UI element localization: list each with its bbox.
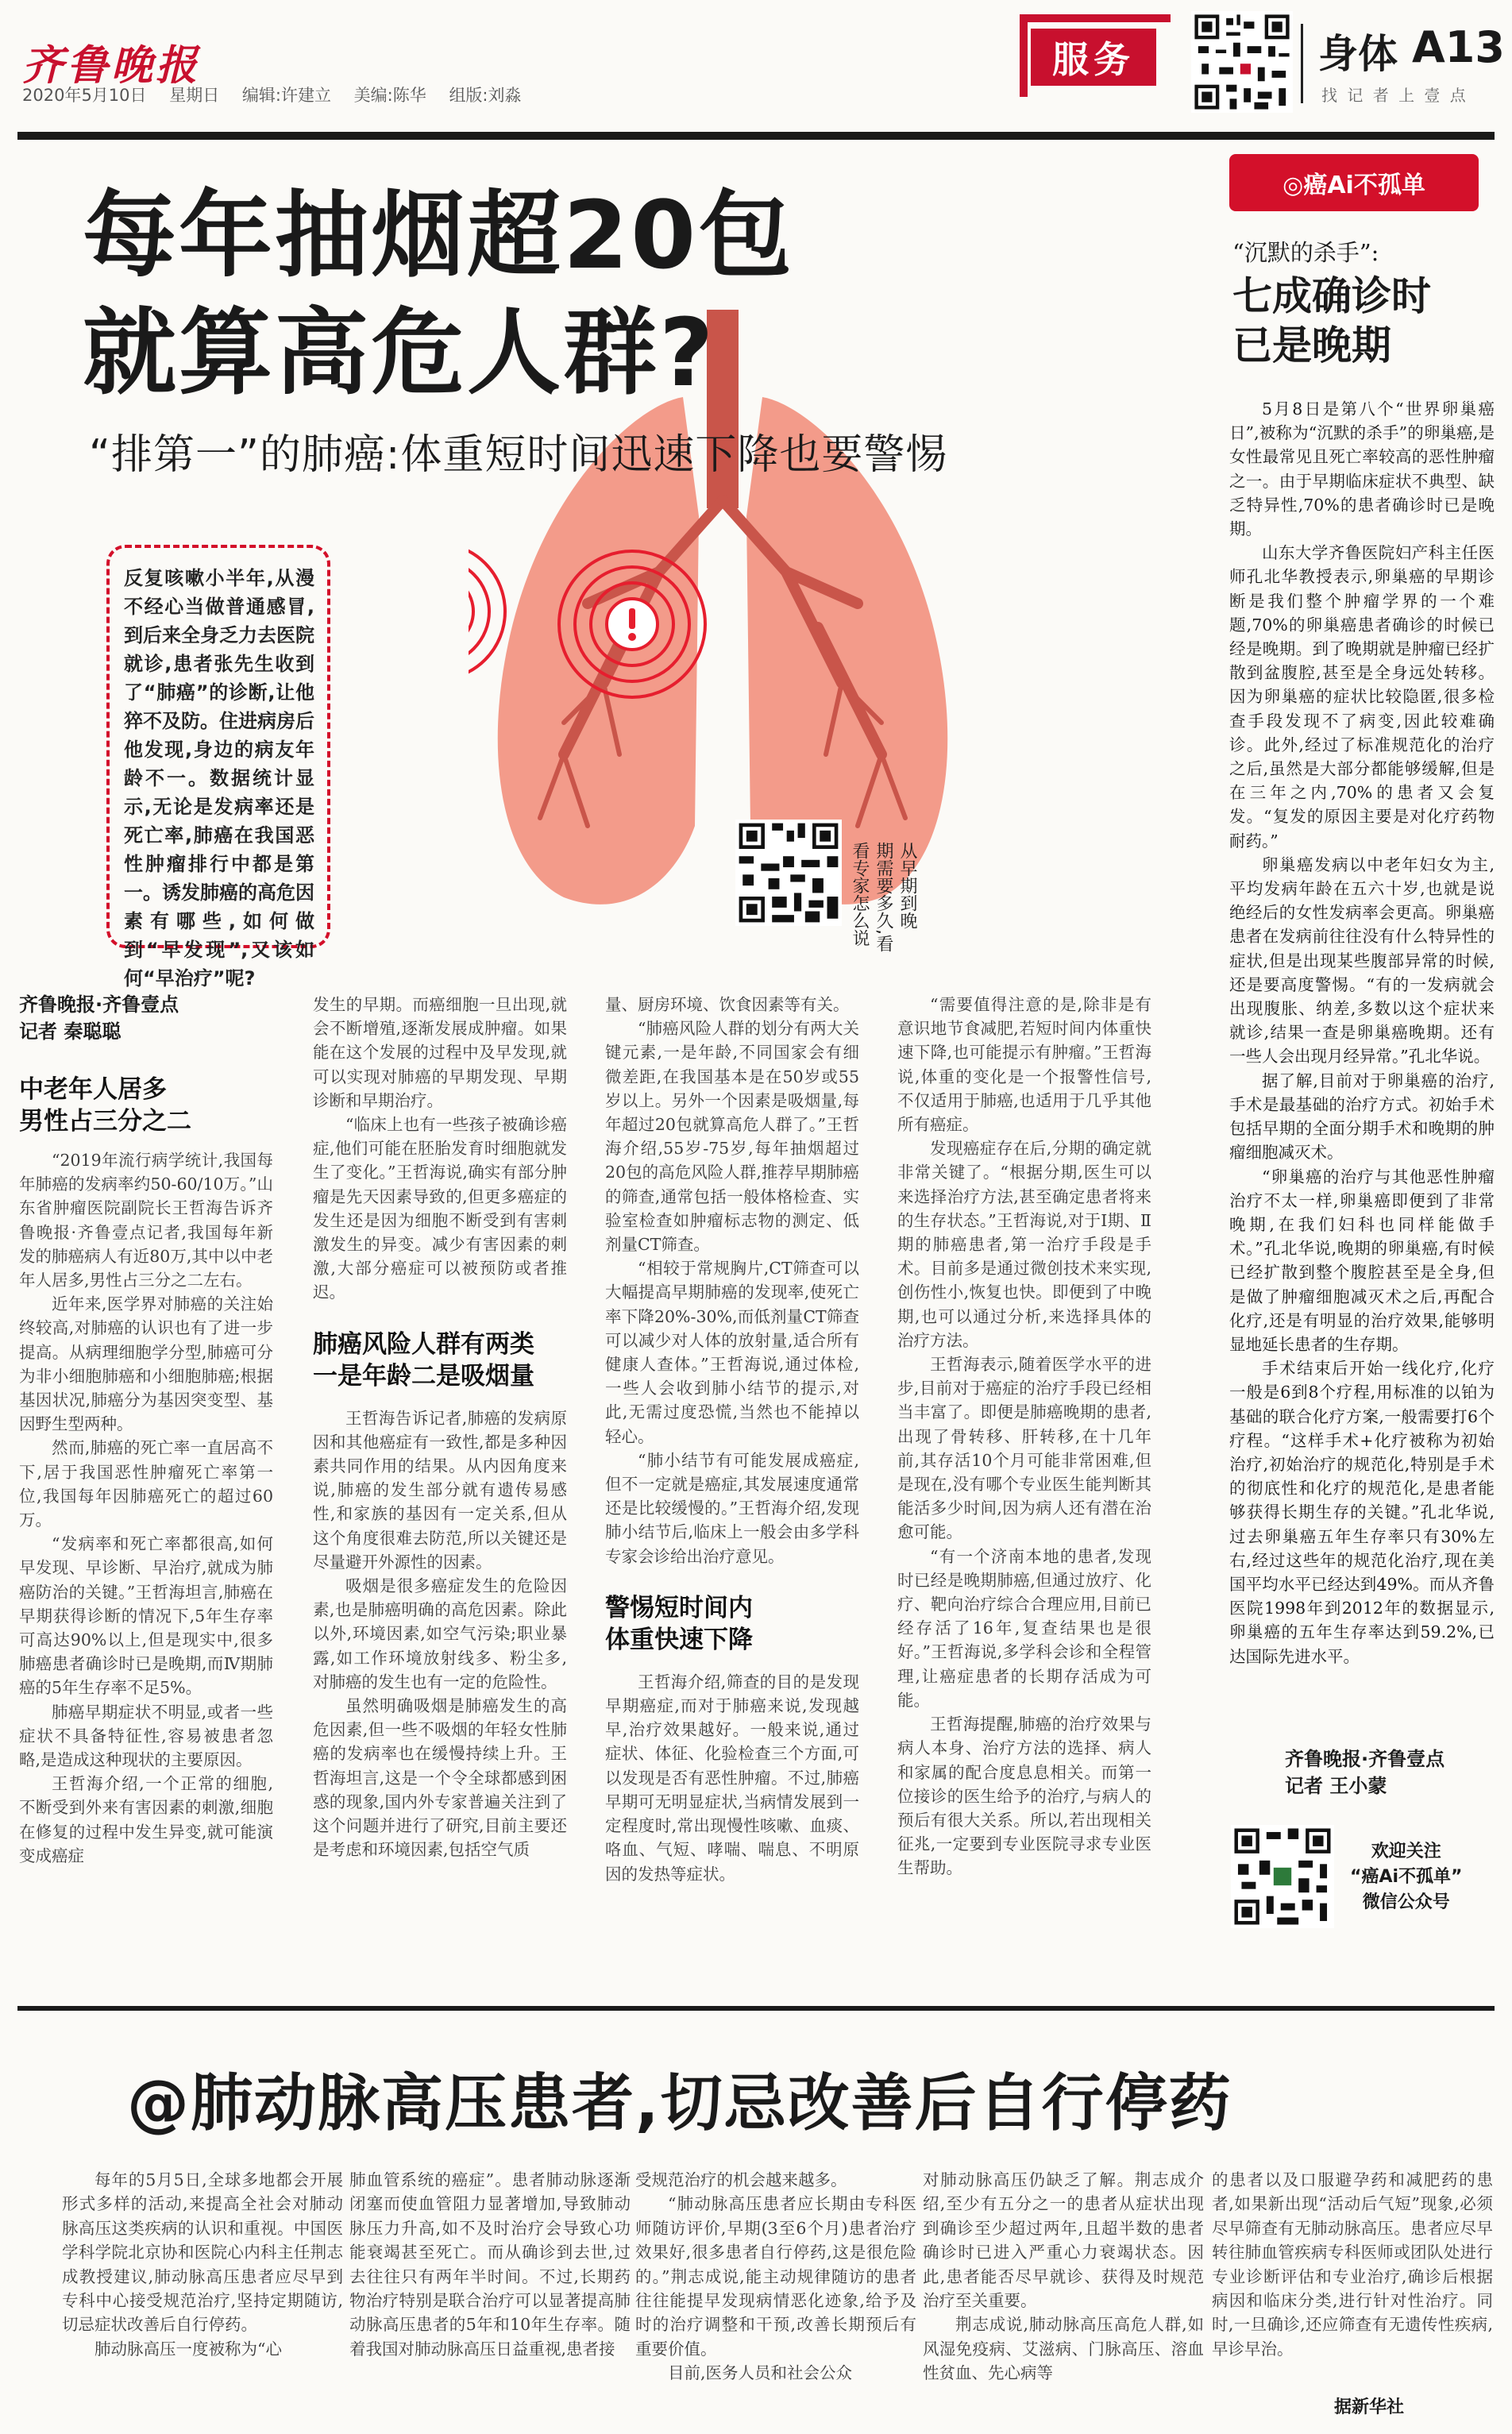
video-caption-line: 从早期到晚 xyxy=(897,842,917,929)
article-column-1 xyxy=(19,1148,273,1868)
second-column-2 xyxy=(349,2168,631,2361)
paragraph: 手术结束后开始一线化疗,化疗一般是6到8个疗程,用标准的以铂为基础的联合化疗方案,一般需要打6个疗程。“这样手术+化疗被称为初始治疗,初始治疗的规范化,特别是手术的彻底性和化疗的规范化,是患者能够获得长期生存的关键。”孔北华说,过去卵巢癌五年生存率只有30%左右,经过这些年的规范化治疗,现在美国平均水平已经达到49%。而从齐鲁医院1998年到2012年的数据显示,卵巢癌的五年生存率达到59.2%,已达国际先进水平。 xyxy=(1229,1359,1495,1666)
article-column-2 xyxy=(313,993,567,1862)
second-headline: @肺动脉高压患者,切忌改善后自行停药 xyxy=(127,2068,1232,2139)
paragraph: “肺小结节有可能发展成癌症,但不一定就是癌症,其发展速度通常还是比较缓慢的。”王哲海介绍,发现肺小结节后,临床上一般会由多学科专家会诊给出治疗意见。 xyxy=(605,1450,859,1566)
headline-line-2: 就算高危人群? xyxy=(83,298,716,407)
editor-credit: 编辑:许建立 xyxy=(241,86,331,105)
paragraph: 肺癌早期症状不明显,或者一些症状不具备特征性,容易被患者忽略,是造成这种现状的主要原因。 xyxy=(19,1702,273,1770)
headline xyxy=(83,176,794,411)
second-column-4 xyxy=(923,2168,1204,2386)
paragraph: 发生的早期。而癌细胞一旦出现,就会不断增殖,逐渐发展成肿瘤。如果能在这个发展的过程中及早发现,就可以实现对肺癌的早期发现、早期诊断和早期治疗。 xyxy=(313,995,567,1110)
paragraph: “有一个济南本地的患者,发现时已经是晚期肺癌,但通过放疗、化疗、靶向治疗综合合理应用,目前已经存活了16年,复查结果也是很好。”王哲海说,多学科会诊和全程管理,让癌症患者的长期存活成为可能。 xyxy=(897,1546,1151,1710)
masthead: 齐鲁晚报 xyxy=(22,41,201,90)
qr-code-icon[interactable] xyxy=(1191,11,1293,113)
paragraph: 发现癌症存在后,分期的确定就非常关键了。“根据分期,医生可以来选择治疗方法,甚至确定患者将来的生存状态。”王哲海说,对于Ⅰ期、Ⅱ期的肺癌患者,第一治疗手段是手术。目前多是通过微创技术来实现,创伤性小,恢复也快。即便到了中晚期,也可以通过分析,来选择具体的治疗方法。 xyxy=(897,1139,1151,1350)
credit-reporter: 记者 王小蒙 xyxy=(1285,1775,1387,1797)
paragraph: 肺血管系统的癌症”。患者肺动脉逐渐闭塞而使血管阻力显著增加,导致肺动脉压力升高,如不及时治疗会导致心功能衰竭甚至死亡。而从确诊到去世,过去往往只有两年半时间。不过,长期药物治疗特别是联合治疗可以显著提高肺动脉高压患者的5年和10年生存率。随着我国对肺动脉高压日益重视,患者接 xyxy=(349,2170,631,2359)
second-column-3 xyxy=(635,2168,916,2386)
follow-caption xyxy=(1350,1839,1463,1915)
issue-weekday: 星期日 xyxy=(169,86,220,105)
credit-outlet: 齐鲁晚报·齐鲁壹点 xyxy=(19,993,179,1016)
qr-code-icon[interactable] xyxy=(735,820,842,926)
paragraph: 目前,医务人员和社会公众 xyxy=(668,2363,853,2383)
sidebar-credit xyxy=(1285,1745,1444,1799)
second-column-5 xyxy=(1212,2168,1493,2361)
paragraph: 5月8日是第八个“世界卵巢癌日”,被称为“沉默的杀手”的卵巢癌,是女性最常见且死亡率较高的恶性肿瘤之一。由于早期临床症状不典型、缺乏特异性,70%的患者确诊时已是晚期。 xyxy=(1229,399,1495,539)
paragraph: 王哲海提醒,肺癌的治疗效果与病人本身、治疗方法的选择、病人和家属的配合度息息相关。而第一位接诊的医生给予的治疗,与病人的预后有很大关系。所以,若出现相关征兆,一定要到专业医院寻求专业医生帮助。 xyxy=(897,1715,1151,1878)
contact-reporter: 找 记 者 上 壹 点 xyxy=(1321,86,1468,105)
credit-outlet: 齐鲁晚报·齐鲁壹点 xyxy=(1285,1748,1445,1770)
sidebar-title: 七成确诊时 已是晚期 xyxy=(1232,273,1431,368)
follow-line: 微信公众号 xyxy=(1362,1892,1450,1912)
paragraph: 虽然明确吸烟是肺癌发生的高危因素,但一些不吸烟的年轻女性肺癌的发病率也在缓慢持续上升。王哲海坦言,这是一个令全球都感到困惑的现象,国内外专家普遍关注到了这个问题并进行了研究,目前主要还是考虑和环境因素,包括空气质 xyxy=(313,1696,567,1860)
video-caption xyxy=(848,842,918,953)
source-credit: 据新华社 xyxy=(1334,2397,1405,2417)
article-column-3 xyxy=(605,993,859,1886)
paragraph: “发病率和死亡率都很高,如何早发现、早诊断、早治疗,就成为肺癌防治的关键。”王哲海坦言,肺癌在早期获得诊断的情况下,5年生存率可高达90%以上,但是现实中,很多肺癌患者确诊时已是晚期,而Ⅳ期肺癌的5年生存率不足5%。 xyxy=(19,1534,273,1698)
paragraph: “临床上也有一些孩子被确诊癌症,他们可能在胚胎发育时细胞就发生了变化。”王哲海说,确实有部分肿瘤是先天因素导致的,但更多癌症的发生还是因为细胞不断受到有害刺激发生的异变。减少有害因素的刺激,大部分癌症可以被预防或者推迟。 xyxy=(313,1115,567,1302)
alert-target-icon xyxy=(469,543,505,680)
sidebar-article xyxy=(1229,397,1495,1668)
article-subhead: 警惕短时间内 体重快速下降 xyxy=(605,1593,753,1654)
paragraph: 吸烟是很多癌症发生的危险因素,也是肺癌明确的高危因素。除此以外,环境因素,如空气污染;职业暴露,如工作环境放射线多、粉尘多,对肺癌的发生也有一定的危险性。 xyxy=(313,1576,567,1691)
story-divider xyxy=(17,2006,1495,2011)
section-title: 身体 xyxy=(1318,31,1398,77)
issue-meta xyxy=(22,83,539,106)
paragraph: “卵巢癌的治疗与其他恶性肿瘤治疗不太一样,卵巢癌即便到了非常晚期,在我们妇科也同样能做手术。”孔北华说,晚期的卵巢癌,有时候已经扩散到整个腹腔甚至是全身,但是做了肿瘤细胞减灭术之后,再配合化疗,还是有明显的治疗效果,能够明显地延长患者的生存期。 xyxy=(1229,1167,1495,1354)
article-column-4 xyxy=(897,993,1151,1880)
issue-date: 2020年5月10日 xyxy=(22,86,147,105)
paragraph: “相较于常规胸片,CT筛查可以大幅提高早期肺癌的发现率,使死亡率下降20%-30%,而低剂量CT筛查可以减少对人体的放射量,适合所有健康人查体。”王哲海说,通过体检,一些人会收到肺小结节的提示,对此,无需过度恐慌,当然也不能掉以轻心。 xyxy=(605,1259,859,1446)
paragraph: 每年的5月5日,全球多地都会开展形式多样的活动,来提高全社会对肺动脉高压这类疾病的认识和重视。中国医学科学院北京协和医院心内科主任荆志成教授建议,肺动脉高压患者应尽早到专科中心接受规范治疗,坚持定期随访,切忌症状改善后自行停药。 xyxy=(62,2170,343,2335)
qr-code-icon[interactable] xyxy=(1231,1825,1334,1928)
paragraph: 荆志成说,肺动脉高压高危人群,如风湿免疫病、艾滋病、门脉高压、溶血性贫血、先心病等 xyxy=(923,2315,1204,2383)
second-column-1 xyxy=(62,2168,343,2361)
paragraph: 王哲海介绍,筛查的目的是发现早期癌症,而对于肺癌来说,发现越早,治疗效果越好。一般来说,通过症状、体征、化验检查三个方面,可以发现是否有恶性肿瘤。不过,肺癌早期可无明显症状,当病情发展到一定程度时,常出现慢性咳嗽、血痰、咯血、气短、哮喘、喘息、不明原因的发热等症状。 xyxy=(605,1672,859,1884)
paragraph: “肺动脉高压患者应长期由专科医师随访评价,早期(3至6个月)患者治疗效果好,很多患者自行停药,这是很危险的。”荆志成说,能主动规律随访的患者往往能提早发现病情恶化迹象,给予及时的治疗调整和干预,改善长期预后有重要价值。 xyxy=(635,2194,916,2359)
service-label: 服务 xyxy=(1031,29,1156,86)
alert-target-icon xyxy=(553,545,712,704)
follow-line: “癌Ai不孤单” xyxy=(1350,1867,1463,1887)
paragraph: 卵巢癌发病以中老年妇女为主,平均发病年龄在五六十岁,也就是说绝经后的女性发病率会更高。卵巢癌患者在发病前往往没有什么特异性的症状,但是出现某些腹部异常的时候,还是要高度警惕。“有的一发病就会出现腹胀、纳差,多数以这个症状来就诊,结果一查是卵巢癌晚期。还有一些人会出现月经异常。”孔北华说。 xyxy=(1229,854,1495,1067)
paragraph: 王哲海告诉记者,肺癌的发病原因和其他癌症有一致性,都是多种因素共同作用的结果。从内因角度来说,肺癌的发生部分就有遗传易感性,和家族的基因有一定关系,但从这个角度很难去防范,所以关键还是尽量避开外源性的因素。 xyxy=(313,1408,567,1572)
headline-line-1: 每年抽烟超20包 xyxy=(83,180,795,290)
video-caption-line: 期需要多久,看 xyxy=(874,842,893,952)
paragraph: “需要值得注意的是,除非是有意识地节食减肥,若短时间内体重快速下降,也可能提示有肿瘤。”王哲海说,体重的变化是一个报警性信号,不仅适用于肺癌,也适用于几乎其他所有癌症。 xyxy=(897,995,1151,1135)
credit-reporter: 记者 秦聪聪 xyxy=(19,1020,122,1043)
paragraph: 肺动脉高压一度被称为“心 xyxy=(94,2339,282,2359)
subheadline: “排第一”的肺癌:体重短时间迅速下降也要警惕 xyxy=(89,431,948,479)
paragraph: 王哲海介绍,一个正常的细胞,不断受到外来有害因素的刺激,细胞在修复的过程中发生异变,就可能演变成癌症 xyxy=(19,1774,273,1865)
column-banner: ◎癌Ai不孤单 xyxy=(1229,154,1479,211)
paragraph: “2019年流行病学统计,我国每年肺癌的发病率约50-60/10万。”山东省肿瘤医院副院长王哲海告诉齐鲁晚报·齐鲁壹点记者,我国每年新发的肺癌病人有近80万,其中以中老年人居多,男性占三分之二左右。 xyxy=(19,1151,273,1290)
paragraph: 山东大学齐鲁医院妇产科主任医师孔北华教授表示,卵巢癌的早期诊断是我们整个肿瘤学界的一个难题,70%的卵巢癌患者确诊的时候已经是晚期。到了晚期就是肿瘤已经扩散到盆腹腔,甚至是全身远处转移。因为卵巢癌的症状比较隐匿,很多检查手段发现不了病变,因此较难确诊。此外,经过了标准规范化的治疗之后,虽然是大部分都能够缓解,但是在三年之内,70%的患者又会复发。“复发的原因主要是对化疗药物耐药。” xyxy=(1229,543,1495,851)
article-subhead: 中老年人居多 男性占三分之二 xyxy=(19,1075,191,1136)
video-caption-line: 看专家怎么说 xyxy=(850,842,870,947)
paragraph: 量、厨房环境、饮食因素等有关。 xyxy=(605,995,850,1014)
paragraph: 据了解,目前对于卵巢癌的治疗,手术是最基础的治疗方式。初始手术包括早期的全面分期手术和晚期的肿瘤细胞减灭术。 xyxy=(1229,1070,1495,1163)
header-divider xyxy=(1301,24,1303,103)
article-credit xyxy=(19,991,179,1045)
page-number: A13 xyxy=(1412,22,1505,72)
paragraph: 王哲海表示,随着医学水平的进步,目前对于癌症的治疗手段已经相当丰富了。即便是肺癌晚期的患者,出现了骨转移、肝转移,在十几年前,其存活10个月可能非常困难,但是现在,没有哪个专业医生能判断其能活多少时间,因为病人还有潜在治愈可能。 xyxy=(897,1355,1151,1542)
layout-credit: 组版:刘淼 xyxy=(449,86,522,105)
paragraph: “肺癌风险人群的划分有两大关键元素,一是年龄,不同国家会有细微差距,在我国基本是在50岁或55岁以上。另外一个因素是吸烟量,每年超过20包就算高危人群了。”王哲海介绍,55岁-75岁,每年抽烟超过20包的高危风险人群,推荐早期肺癌的筛查,通常包括一般体格检查、实验室检查如肿瘤标志物的测定、低剂量CT筛查。 xyxy=(605,1019,859,1255)
paragraph: 对肺动脉高压仍缺乏了解。荆志成介绍,至少有五分之一的患者从症状出现到确诊至少超过两年,且超半数的患者确诊时已进入严重心力衰竭状态。因此,患者能否尽早就诊、获得及时规范治疗至关重要。 xyxy=(923,2170,1204,2311)
header-rule xyxy=(17,132,1495,140)
sidebar-kicker: “沉默的杀手”: xyxy=(1232,239,1379,266)
paragraph: 近年来,医学界对肺癌的关注始终较高,对肺癌的认识也有了进一步提高。从病理细胞学分型,肺癌可分为非小细胞肺癌和小细胞肺癌;根据基因状况,肺癌分为基因突变型、基因野生型两种。 xyxy=(19,1294,273,1434)
article-subhead: 肺癌风险人群有两类 一是年龄二是吸烟量 xyxy=(313,1329,534,1391)
intro-box: 反复咳嗽小半年,从漫不经心当做普通感冒,到后来全身乏力去医院就诊,患者张先生收到了“肺癌”的诊断,让他猝不及防。住进病房后他发现,身边的病友年龄不一。数据统计显示,无论是发病率还是死亡率,肺癌在我国恶性肿瘤排行中都是第一。诱发肺癌的高危因素有哪些,如何做到“早发现”,又该如何“早治疗”呢? xyxy=(106,545,330,948)
follow-line: 欢迎关注 xyxy=(1371,1842,1441,1861)
paragraph: 的患者以及口服避孕药和减肥药的患者,如果新出现“活动后气短”现象,必须尽早筛查有无肺动脉高压。患者应尽早转往肺血管疾病专科医师或团队处进行专业诊断评估和专业治疗,确诊后根据病因和临床分类,进行针对性治疗。同时,一旦确诊,还应筛查有无遗传性疾病,早诊早治。 xyxy=(1212,2170,1493,2359)
art-credit: 美编:陈华 xyxy=(353,86,426,105)
paragraph: 受规范治疗的机会越来越多。 xyxy=(635,2170,847,2189)
paragraph: 然而,肺癌的死亡率一直居高不下,居于我国恶性肿瘤死亡率第一位,我国每年因肺癌死亡的超过60万。 xyxy=(19,1438,273,1530)
